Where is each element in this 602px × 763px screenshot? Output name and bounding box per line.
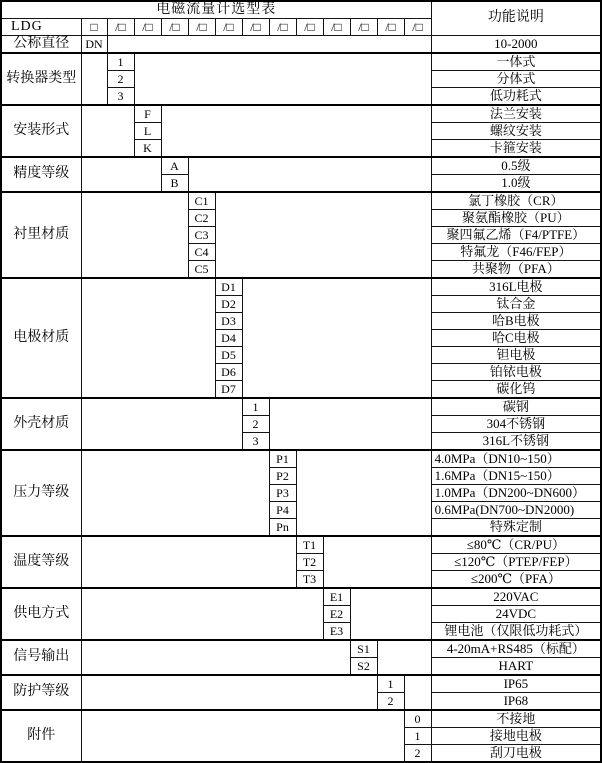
spacer-cell [81,588,323,640]
diameter-code: DN [81,36,107,54]
option-code-cell: 3 [242,433,269,451]
spacer-cell [296,450,431,536]
option-desc-cell: 4-20mA+RS485（标配） [431,640,601,658]
model-code-slot: /□ [215,19,242,36]
option-desc-cell: 卡箍安装 [431,140,601,158]
spacer-cell [81,278,215,398]
option-code-cell: C4 [188,244,215,261]
option-code-cell: B [161,175,188,193]
option-desc-cell: 钽电极 [431,347,601,364]
model-code-slot: /□ [377,19,404,36]
category-label-diameter: 公称直径 [1,36,81,54]
model-code-slot: /□ [323,19,350,36]
option-desc-cell: 聚四氟乙烯（F4/PTFE） [431,227,601,244]
category-label: 防护等级 [1,675,81,710]
option-desc-cell: ≤120℃（PTEP/FEP） [431,554,601,571]
option-code-cell: D3 [215,313,242,330]
spacer-cell [215,192,431,278]
option-code-cell: F [134,105,161,123]
option-code-cell: P3 [269,485,296,502]
option-code-cell: S1 [350,640,377,658]
spacer-cell [81,675,377,710]
option-code-cell: 0 [404,710,431,728]
category-label: 安装形式 [1,105,81,157]
category-label: 温度等级 [1,536,81,588]
option-code-cell: P2 [269,468,296,485]
option-desc-cell: 316L电极 [431,278,601,296]
option-desc-cell: 聚氨酯橡胶（PU） [431,210,601,227]
option-desc-cell: ≤80℃（CR/PU） [431,536,601,554]
option-code-cell: D7 [215,381,242,399]
model-code-slot: /□ [350,19,377,36]
option-desc-cell: 304不锈钢 [431,416,601,433]
spacer-cell [242,278,431,398]
option-code-cell: D5 [215,347,242,364]
option-code-cell: E3 [323,623,350,641]
option-desc-cell: 1.6MPa（DN15~150） [431,468,601,485]
option-code-cell: C3 [188,227,215,244]
option-desc-cell: ≤200℃（PFA） [431,571,601,589]
option-code-cell: P4 [269,502,296,519]
spacer-cell [404,675,431,710]
spacer-cell [81,192,188,278]
spacer-cell [188,157,431,192]
option-desc-cell: 一体式 [431,53,601,71]
model-code-slot: /□ [242,19,269,36]
option-code-cell: T2 [296,554,323,571]
option-desc-cell: 316L不锈钢 [431,433,601,451]
option-code-cell: 1 [107,53,134,71]
option-code-cell: 2 [377,693,404,711]
function-column-header: 功能说明 [431,1,601,36]
option-desc-cell: 分体式 [431,71,601,88]
option-desc-cell: 铂铱电极 [431,364,601,381]
model-prefix-label: LDG [1,19,81,36]
option-code-cell: C1 [188,192,215,210]
model-code-slot: /□ [404,19,431,36]
option-code-cell: 1 [242,398,269,416]
option-desc-cell: 哈B电极 [431,313,601,330]
option-desc-cell: 刮刀电极 [431,745,601,763]
spacer-cell [81,640,350,675]
option-desc-cell: 钛合金 [431,296,601,313]
option-desc-cell: HART [431,658,601,676]
option-code-cell: Pn [269,519,296,537]
model-code-slot: /□ [161,19,188,36]
category-label: 转换器类型 [1,53,81,105]
spacer-cell [323,536,431,588]
category-label: 衬里材质 [1,192,81,278]
option-code-cell: 3 [107,88,134,106]
category-label: 信号输出 [1,640,81,675]
spacer-cell [81,53,107,105]
option-desc-cell: 接地电极 [431,728,601,745]
spacer-cell [81,157,161,192]
option-desc-cell: 哈C电极 [431,330,601,347]
option-desc-cell: 氯丁橡胶（CR） [431,192,601,210]
spacer-cell [81,105,134,157]
option-desc-cell: 法兰安装 [431,105,601,123]
option-desc-cell: 特氟龙（F46/FEP） [431,244,601,261]
model-code-slot: /□ [134,19,161,36]
option-desc-cell: 0.5级 [431,157,601,175]
option-code-cell: P1 [269,450,296,468]
option-desc-cell: IP65 [431,675,601,693]
option-code-cell: 2 [242,416,269,433]
category-label: 精度等级 [1,157,81,192]
option-code-cell: 1 [377,675,404,693]
spacer-cell [81,450,269,536]
option-code-cell: C5 [188,261,215,279]
option-code-cell: L [134,123,161,140]
option-desc-cell: 碳钢 [431,398,601,416]
option-code-cell: E1 [323,588,350,606]
option-desc-cell: 1.0级 [431,175,601,193]
diameter-desc: 10-2000 [431,36,601,54]
option-code-cell: D2 [215,296,242,313]
option-desc-cell: 4.0MPa（DN10~150） [431,450,601,468]
option-code-cell: 2 [107,71,134,88]
spacer-cell [81,536,296,588]
option-desc-cell: IP68 [431,693,601,711]
model-code-slot: /□ [296,19,323,36]
option-code-cell: D1 [215,278,242,296]
spacer-cell [134,53,431,105]
spacer-cell [81,710,404,762]
spacer-cell [350,588,431,640]
option-desc-cell: 低功耗式 [431,88,601,106]
category-label: 外壳材质 [1,398,81,450]
model-code-slot: /□ [269,19,296,36]
model-first-slot-box: □ [81,19,107,36]
category-label: 压力等级 [1,450,81,536]
option-desc-cell: 1.0MPa（DN200~DN600） [431,485,601,502]
option-code-cell: D6 [215,364,242,381]
option-desc-cell: 0.6MPa(DN700~DN2000) [431,502,601,519]
category-label: 电极材质 [1,278,81,398]
option-desc-cell: 共聚物（PFA） [431,261,601,279]
option-code-cell: D4 [215,330,242,347]
option-desc-cell: 不接地 [431,710,601,728]
option-code-cell: S2 [350,658,377,676]
table-title: 电磁流量计选型表 [1,1,431,19]
option-code-cell: T3 [296,571,323,589]
option-desc-cell: 24VDC [431,606,601,623]
option-code-cell: E2 [323,606,350,623]
option-desc-cell: 螺纹安装 [431,123,601,140]
option-desc-cell: 锂电池（仅限低功耗式） [431,623,601,641]
spacer-cell [161,105,431,157]
spacer-cell [81,398,242,450]
option-desc-cell: 特殊定制 [431,519,601,537]
option-code-cell: T1 [296,536,323,554]
model-code-slot: /□ [188,19,215,36]
option-code-cell: 1 [404,728,431,745]
spacer-cell [107,36,431,54]
spacer-cell [269,398,431,450]
category-label: 附件 [1,710,81,762]
spacer-cell [377,640,431,675]
option-desc-cell: 220VAC [431,588,601,606]
option-code-cell: K [134,140,161,158]
option-code-cell: A [161,157,188,175]
option-code-cell: 2 [404,745,431,763]
option-code-cell: C2 [188,210,215,227]
model-code-slot: /□ [107,19,134,36]
option-desc-cell: 碳化钨 [431,381,601,399]
category-label: 供电方式 [1,588,81,640]
